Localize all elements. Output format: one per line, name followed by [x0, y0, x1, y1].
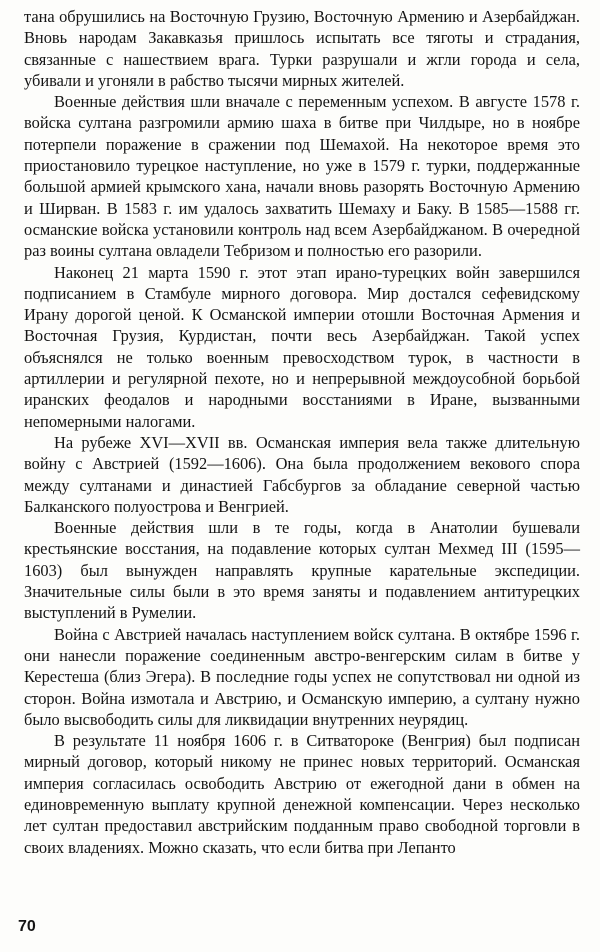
paragraph-1: тана обрушились на Восточную Грузию, Восточную Армению и Азербайджан. Вновь народам Закавказья пришлось испытать все тяготы и страдания, связанные с нашествием врага. Турки разрушали и жгли города и села, убивали и угоняли в рабство тысячи мирных жителей. [24, 7, 580, 90]
paragraph-5: Военные действия шли в те годы, когда в Анатолии бушевали крестьянские восстания, на подавление которых султан Мехмед III (1595—1603) был вынужден направлять крупные карательные экспедиции. Значительные силы были в это время заняты и подавлением антитурецких выступлений в Румелии. [24, 518, 580, 623]
paragraph-3: Наконец 21 марта 1590 г. этот этап ирано-турецких войн завершился подписанием в Стамбуле мирного договора. Мир достался сефевидскому Ирану дорогой ценой. К Османской империи отошли Восточная Армения и Восточная Грузия, Курдистан, почти весь Азербайджан. Такой успех объяснялся не только военным превосходством турок, в частности в артиллерии и регулярной пехоте, но и непрерывной междоусобной борьбой иранских феодалов и народными восстаниями в Иране, вызванными непомерными налогами. [24, 262, 580, 431]
paragraph-2: Военные действия шли вначале с переменным успехом. В августе 1578 г. войска султана разгромили армию шаха в битве при Чилдыре, но в ноябре потерпели поражение в сражении под Шемахой. На некоторое время это приостановило турецкое наступление, но уже в 1579 г. турки, поддержанные большой армией крымского хана, начали вновь разорять Восточную Армению и Ширван. В 1583 г. им удалось захватить Шемаху и Баку. В 1585—1588 гг. османские войска установили контроль над всем Азербайджаном. В очередной раз воины султана овладели Тебризом и полностью его разорили. [24, 92, 580, 261]
paragraph-4: На рубеже XVI—XVII вв. Османская империя вела также длительную войну с Австрией (1592—1606). Она была продолжением векового спора между султанами и династией Габсбургов за обладание северной частью Балканского полуострова и Венгрией. [24, 432, 580, 516]
paragraph-7: В результате 11 ноября 1606 г. в Ситватороке (Венгрия) был подписан мирный договор, который никому не принес новых территорий. Османская империя согласилась освободить Австрию от ежегодной дани в обмен на единовременную выплату крупной денежной компенсации. Через несколько лет султан предоставил австрийским подданным право свободной торговли в своих владениях. Можно сказать, что если битва при Лепанто [24, 731, 580, 857]
page-number: 70 [18, 918, 36, 935]
body-text [24, 6, 580, 858]
paragraph-6: Война с Австрией началась наступлением войск султана. В октябре 1596 г. они нанесли поражение соединенным австро-венгерским силам в битве у Керестеша (близ Эгера). В последние годы успех не сопутствовал ни одной из сторон. Война измотала и Австрию, и Османскую империю, а султану нужно было высвободить силы для ликвидации внутренних неурядиц. [24, 624, 580, 729]
